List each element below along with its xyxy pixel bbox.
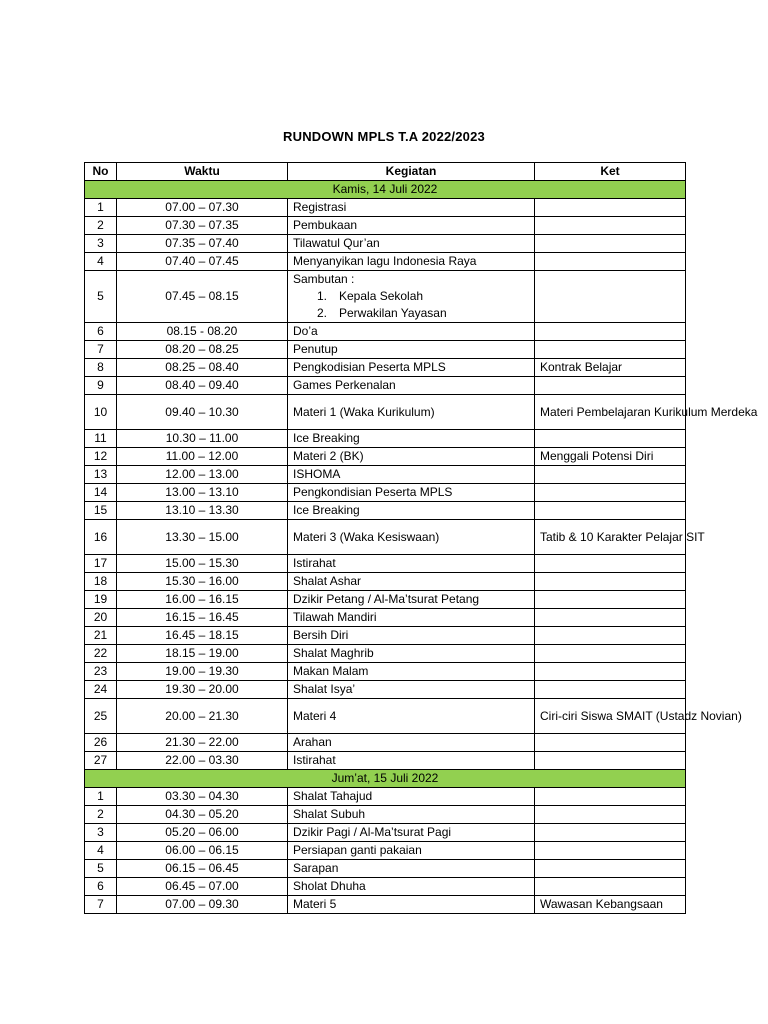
row-time: 12.00 – 13.00	[117, 466, 288, 484]
table-row	[85, 627, 686, 645]
row-note	[535, 681, 686, 699]
row-note: Menggali Potensi Diri	[535, 448, 686, 466]
row-activity: Shalat Tahajud	[288, 788, 535, 806]
row-note	[535, 663, 686, 681]
row-number: 23	[85, 663, 117, 681]
row-number: 7	[85, 341, 117, 359]
row-time: 07.45 – 08.15	[117, 271, 288, 323]
table-row	[85, 199, 686, 217]
row-note	[535, 842, 686, 860]
activity-sub-item	[293, 305, 529, 322]
row-time: 21.30 – 22.00	[117, 734, 288, 752]
document-title: RUNDOWN MPLS T.A 2022/2023	[283, 129, 485, 144]
header-activity: Kegiatan	[288, 163, 535, 181]
row-number: 22	[85, 645, 117, 663]
row-note	[535, 555, 686, 573]
row-note	[535, 573, 686, 591]
table-row	[85, 609, 686, 627]
row-activity: Materi 5	[288, 896, 535, 914]
row-number: 2	[85, 806, 117, 824]
row-time: 07.00 – 09.30	[117, 896, 288, 914]
row-note	[535, 466, 686, 484]
row-time: 15.00 – 15.30	[117, 555, 288, 573]
header-note: Ket	[535, 163, 686, 181]
row-time: 19.00 – 19.30	[117, 663, 288, 681]
row-note: Ciri-ciri Siswa SMAIT (Ustadz Novian)	[535, 699, 686, 734]
row-note	[535, 430, 686, 448]
row-activity: Ice Breaking	[288, 502, 535, 520]
row-number: 14	[85, 484, 117, 502]
row-activity: Shalat Maghrib	[288, 645, 535, 663]
row-activity: Do’a	[288, 323, 535, 341]
row-number: 8	[85, 359, 117, 377]
row-activity: Games Perkenalan	[288, 377, 535, 395]
row-number: 6	[85, 878, 117, 896]
row-note: Kontrak Belajar	[535, 359, 686, 377]
table-row	[85, 448, 686, 466]
row-number: 17	[85, 555, 117, 573]
row-number: 16	[85, 520, 117, 555]
table-row	[85, 878, 686, 896]
row-time: 20.00 – 21.30	[117, 699, 288, 734]
table-row	[85, 359, 686, 377]
table-row	[85, 484, 686, 502]
row-activity: Dzikir Pagi / Al-Ma’tsurat Pagi	[288, 824, 535, 842]
row-note	[535, 591, 686, 609]
row-note	[535, 627, 686, 645]
row-time: 19.30 – 20.00	[117, 681, 288, 699]
table-row	[85, 271, 686, 323]
row-number: 15	[85, 502, 117, 520]
table-row	[85, 323, 686, 341]
row-number: 19	[85, 591, 117, 609]
sub-item-text: Kepala Sekolah	[339, 289, 424, 303]
row-time: 22.00 – 03.30	[117, 752, 288, 770]
row-number: 18	[85, 573, 117, 591]
row-note	[535, 217, 686, 235]
row-time: 09.40 – 10.30	[117, 395, 288, 430]
day-header-row	[85, 770, 686, 788]
row-note	[535, 502, 686, 520]
row-activity: Ice Breaking	[288, 430, 535, 448]
row-number: 25	[85, 699, 117, 734]
table-row	[85, 555, 686, 573]
row-note	[535, 752, 686, 770]
table-row	[85, 253, 686, 271]
row-time: 05.20 – 06.00	[117, 824, 288, 842]
row-activity: Materi 3 (Waka Kesiswaan)	[288, 520, 535, 555]
row-note: Materi Pembelajaran Kurikulum Merdeka	[535, 395, 686, 430]
table-row	[85, 341, 686, 359]
day-header-label: Jum’at, 15 Juli 2022	[85, 770, 686, 788]
row-time: 16.45 – 18.15	[117, 627, 288, 645]
table-row	[85, 217, 686, 235]
row-number: 7	[85, 896, 117, 914]
row-activity: Shalat Ashar	[288, 573, 535, 591]
table-row	[85, 645, 686, 663]
row-time: 15.30 – 16.00	[117, 573, 288, 591]
table-body	[85, 181, 758, 914]
row-time: 16.15 – 16.45	[117, 609, 288, 627]
row-number: 21	[85, 627, 117, 645]
row-number: 4	[85, 253, 117, 271]
row-number: 4	[85, 842, 117, 860]
row-activity: Istirahat	[288, 555, 535, 573]
row-activity: Shalat Subuh	[288, 806, 535, 824]
day-header-row	[85, 181, 686, 199]
row-note	[535, 377, 686, 395]
row-number: 3	[85, 235, 117, 253]
row-note	[535, 788, 686, 806]
row-note	[535, 341, 686, 359]
row-time: 06.45 – 07.00	[117, 878, 288, 896]
row-time: 08.25 – 08.40	[117, 359, 288, 377]
row-activity: Sholat Dhuha	[288, 878, 535, 896]
row-time: 08.15 - 08.20	[117, 323, 288, 341]
day-header-label: Kamis, 14 Juli 2022	[85, 181, 686, 199]
table-row	[85, 752, 686, 770]
header-time: Waktu	[117, 163, 288, 181]
row-number: 20	[85, 609, 117, 627]
row-note	[535, 271, 686, 323]
row-activity: Istirahat	[288, 752, 535, 770]
table-row	[85, 896, 686, 914]
table-row	[85, 734, 686, 752]
row-activity: Shalat Isya’	[288, 681, 535, 699]
row-number: 5	[85, 860, 117, 878]
sub-item-text: Perwakilan Yayasan	[339, 306, 447, 320]
row-activity: Tilawatul Qur’an	[288, 235, 535, 253]
row-time: 18.15 – 19.00	[117, 645, 288, 663]
header-no: No	[85, 163, 117, 181]
table-row	[85, 824, 686, 842]
row-activity: Materi 1 (Waka Kurikulum)	[288, 395, 535, 430]
activity-sub-item	[293, 288, 529, 305]
row-time: 13.10 – 13.30	[117, 502, 288, 520]
row-activity: Menyanyikan lagu Indonesia Raya	[288, 253, 535, 271]
row-time: 10.30 – 11.00	[117, 430, 288, 448]
row-time: 07.35 – 07.40	[117, 235, 288, 253]
row-note	[535, 323, 686, 341]
row-activity: Sarapan	[288, 860, 535, 878]
row-activity: Penutup	[288, 341, 535, 359]
table-row	[85, 520, 686, 555]
row-number: 10	[85, 395, 117, 430]
table-row	[85, 860, 686, 878]
row-time: 07.00 – 07.30	[117, 199, 288, 217]
table-row	[85, 663, 686, 681]
sub-item-number: 1.	[317, 289, 328, 303]
row-number: 24	[85, 681, 117, 699]
row-number: 1	[85, 199, 117, 217]
row-note	[535, 734, 686, 752]
table-row	[85, 806, 686, 824]
row-activity: Dzikir Petang / Al-Ma’tsurat Petang	[288, 591, 535, 609]
row-time: 08.20 – 08.25	[117, 341, 288, 359]
row-activity: Materi 2 (BK)	[288, 448, 535, 466]
table-row	[85, 842, 686, 860]
table-row	[85, 573, 686, 591]
row-activity: Registrasi	[288, 199, 535, 217]
row-time: 08.40 – 09.40	[117, 377, 288, 395]
table-row	[85, 788, 686, 806]
row-number: 6	[85, 323, 117, 341]
row-time: 03.30 – 04.30	[117, 788, 288, 806]
row-note	[535, 609, 686, 627]
row-time: 16.00 – 16.15	[117, 591, 288, 609]
row-number: 2	[85, 217, 117, 235]
row-activity: Persiapan ganti pakaian	[288, 842, 535, 860]
row-number: 3	[85, 824, 117, 842]
row-note	[535, 199, 686, 217]
row-note	[535, 806, 686, 824]
row-note	[535, 860, 686, 878]
table-row	[85, 430, 686, 448]
row-activity: Bersih Diri	[288, 627, 535, 645]
row-activity: Pengkodisian Peserta MPLS	[288, 359, 535, 377]
table-row	[85, 699, 686, 734]
row-activity: Tilawah Mandiri	[288, 609, 535, 627]
table-row	[85, 235, 686, 253]
row-time: 13.30 – 15.00	[117, 520, 288, 555]
row-activity: Arahan	[288, 734, 535, 752]
row-number: 5	[85, 271, 117, 323]
row-number: 9	[85, 377, 117, 395]
row-number: 12	[85, 448, 117, 466]
table-row	[85, 466, 686, 484]
table-row	[85, 377, 686, 395]
row-activity	[288, 271, 535, 323]
row-number: 13	[85, 466, 117, 484]
row-time: 07.40 – 07.45	[117, 253, 288, 271]
row-note: Wawasan Kebangsaan	[535, 896, 686, 914]
table-row	[85, 681, 686, 699]
row-number: 26	[85, 734, 117, 752]
table-row	[85, 502, 686, 520]
table-header-row	[85, 163, 686, 181]
row-number: 1	[85, 788, 117, 806]
row-time: 11.00 – 12.00	[117, 448, 288, 466]
row-time: 06.00 – 06.15	[117, 842, 288, 860]
row-note: Tatib & 10 Karakter Pelajar SIT	[535, 520, 686, 555]
row-time: 13.00 – 13.10	[117, 484, 288, 502]
row-activity: Makan Malam	[288, 663, 535, 681]
row-activity: Pembukaan	[288, 217, 535, 235]
row-note	[535, 645, 686, 663]
row-note	[535, 235, 686, 253]
row-time: 07.30 – 07.35	[117, 217, 288, 235]
row-activity: Pengkondisian Peserta MPLS	[288, 484, 535, 502]
activity-label: Sambutan :	[293, 272, 355, 286]
row-activity: Materi 4	[288, 699, 535, 734]
sub-item-number: 2.	[317, 306, 328, 320]
row-number: 11	[85, 430, 117, 448]
row-note	[535, 253, 686, 271]
row-note	[535, 824, 686, 842]
row-time: 04.30 – 05.20	[117, 806, 288, 824]
row-number: 27	[85, 752, 117, 770]
table-row	[85, 395, 686, 430]
row-time: 06.15 – 06.45	[117, 860, 288, 878]
row-activity: ISHOMA	[288, 466, 535, 484]
row-note	[535, 878, 686, 896]
row-note	[535, 484, 686, 502]
rundown-table	[84, 162, 758, 914]
table-row	[85, 591, 686, 609]
